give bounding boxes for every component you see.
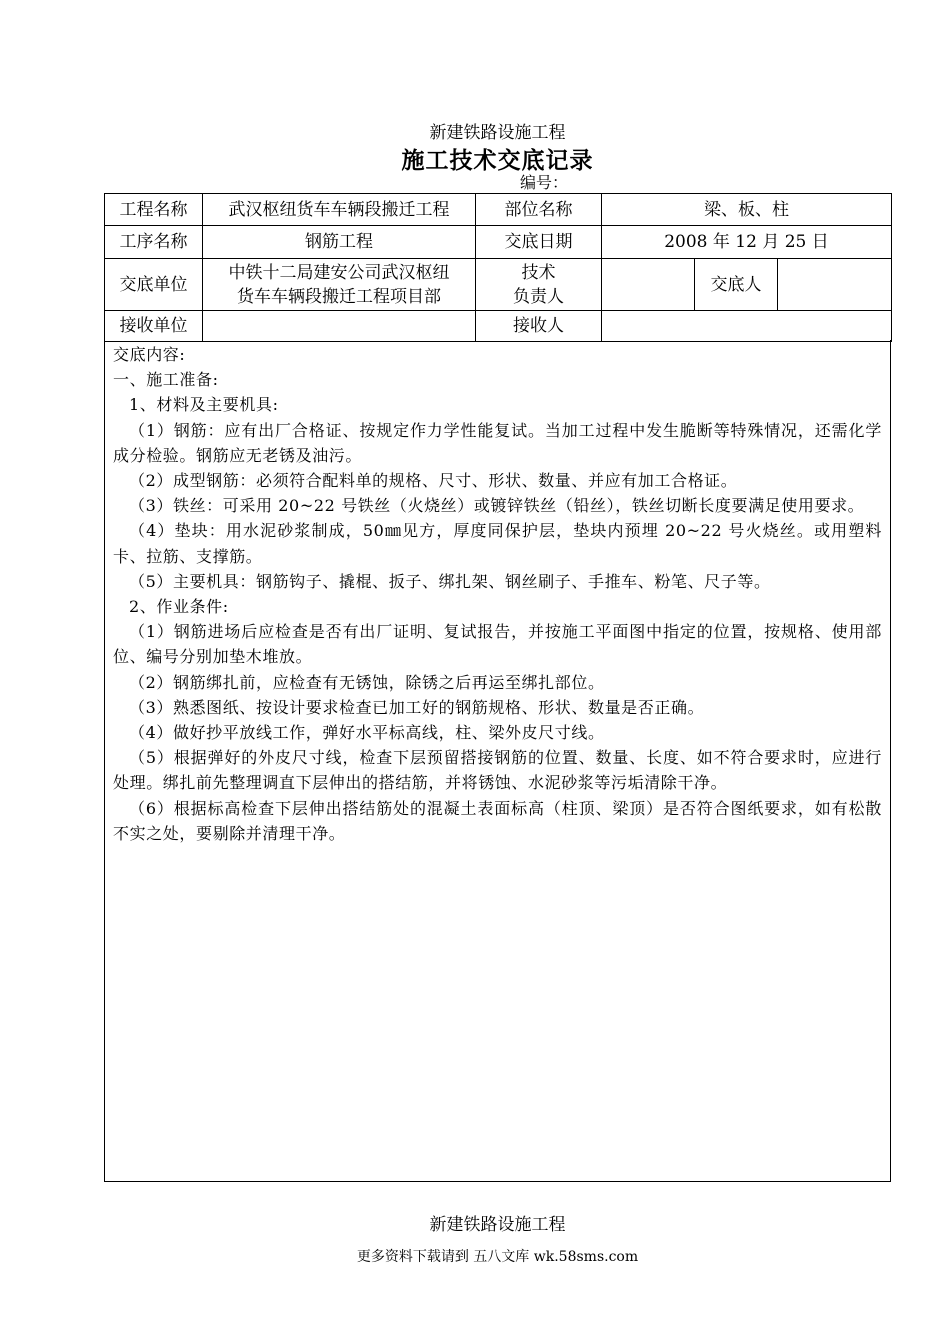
list-item: （2）钢筋绑扎前，应检查有无锈蚀，除锈之后再运至绑扎部位。 (129, 672, 605, 692)
footer-title: 新建铁路设施工程 (429, 1215, 566, 1235)
process-name-label: 工序名称 (105, 226, 203, 259)
project-name-value: 武汉枢纽货车车辆段搬迁工程 (203, 194, 476, 226)
receiver-value (602, 311, 892, 342)
document-title: 施工技术交底记录 (401, 147, 594, 174)
content-heading: 交底内容: (113, 345, 186, 364)
tech-lead-value (602, 259, 695, 311)
list-item: （5）根据弹好的外皮尺寸线，检查下层预留搭接钢筋的位置、数量、长度、如不符合要求时，应进行处理。绑扎前先整理调直下层伸出的搭结筋，并将锈蚀、水泥砂浆等污垢清除干净。 (113, 748, 882, 793)
list-item: （1）钢筋进场后应检查是否有出厂证明、复试报告，并按施工平面图中指定的位置，按规格、使用部位、编号分别加垫木堆放。 (113, 622, 882, 667)
table-row (105, 226, 892, 259)
handover-unit-label: 交底单位 (105, 259, 203, 311)
receiver-label: 接收人 (476, 311, 602, 342)
project-name-label: 工程名称 (105, 194, 203, 226)
list-item: （3）铁丝：可采用 20~22 号铁丝（火烧丝）或镀锌铁丝（铅丝），铁丝切断长度要满足使用要求。 (129, 496, 865, 516)
tech-lead-label-line1: 技术 (521, 262, 556, 283)
document-subtitle: 新建铁路设施工程 (429, 123, 566, 143)
handover-date-label: 交底日期 (476, 226, 602, 259)
tech-lead-label (476, 259, 602, 311)
record-info-table (104, 193, 892, 342)
handover-unit-line2: 货车车辆段搬迁工程项目部 (237, 286, 441, 307)
table-row (105, 259, 892, 311)
handover-content-box (104, 340, 891, 1182)
list-item: （4）做好抄平放线工作，弹好水平标高线，柱、梁外皮尺寸线。 (129, 723, 605, 743)
part-name-value: 梁、板、柱 (602, 194, 892, 226)
code-label: 编号： (520, 173, 569, 192)
handover-date-value: 2008 年 12 月 25 日 (602, 226, 892, 259)
subsection-heading: 1、材料及主要机具: (129, 395, 279, 415)
handover-unit-value (203, 259, 476, 311)
receiving-unit-label: 接收单位 (105, 311, 203, 342)
handover-content (105, 340, 890, 846)
list-item: （6）根据标高检查下层伸出搭结筋处的混凝土表面标高（柱顶、梁顶）是否符合图纸要求，如有松散不实之处，要剔除并清理干净。 (113, 798, 882, 843)
handover-person-value (778, 259, 892, 311)
part-name-label: 部位名称 (476, 194, 602, 226)
footer-note: 更多资料下载请到 五八文库 wk.58sms.com (356, 1249, 639, 1265)
handover-person-label: 交底人 (695, 259, 778, 311)
list-item: （3）熟悉图纸、按设计要求检查已加工好的钢筋规格、形状、数量是否正确。 (129, 697, 705, 717)
section-heading: 一、施工准备: (113, 370, 219, 390)
table-row (105, 311, 892, 342)
handover-unit-line1: 中铁十二局建安公司武汉枢纽 (228, 262, 450, 283)
list-item: （2）成型钢筋：必须符合配料单的规格、尺寸、形状、数量、并应有加工合格证。 (129, 471, 738, 491)
list-item: （1）钢筋：应有出厂合格证、按规定作力学性能复试。当加工过程中发生脆断等特殊情况，还需化学成分检验。钢筋应无老锈及油污。 (113, 420, 882, 465)
process-name-value: 钢筋工程 (203, 226, 476, 259)
subsection-heading: 2、作业条件: (129, 597, 229, 617)
list-item: （5）主要机具：钢筋钩子、撬棍、扳子、绑扎架、钢丝刷子、手推车、粉笔、尺子等。 (129, 571, 771, 591)
table-row (105, 194, 892, 226)
tech-lead-label-line2: 负责人 (513, 286, 564, 307)
receiving-unit-value (203, 311, 476, 342)
list-item: （4）垫块：用水泥砂浆制成，50㎜见方，厚度同保护层，垫块内预埋 20~22 号火烧丝。或用塑料卡、拉筋、支撑筋。 (113, 521, 882, 566)
